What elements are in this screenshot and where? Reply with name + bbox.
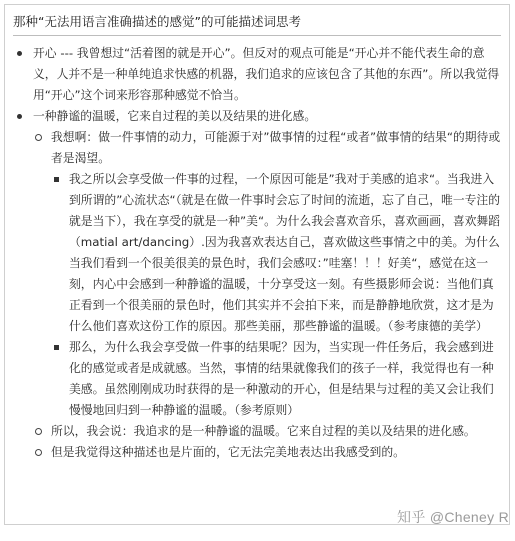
list-item-happiness [15,43,503,106]
sub-item-text: 但是我觉得这种描述也是片面的，它无法完美地表达出我感受到的。 [51,445,405,459]
sub-item-text: 所以，我会说：我追求的是一种静谧的温暖。它来自过程的美以及结果的进化感。 [51,424,476,438]
sub-item-limitation [33,442,503,463]
list-item-quiet-warmth [15,106,503,463]
second-level-list [33,127,503,463]
sub-sub-item-result [51,337,503,421]
document-frame [4,4,510,525]
list-item-text: 一种静谧的温暖，它来自过程的美以及结果的进化感。 [33,109,317,123]
document-body [15,43,503,463]
title-divider [13,35,501,36]
sub-sub-item-process-beauty [51,169,503,337]
sub-sub-item-text: 那么，为什么我会享受做一件事的结果呢？因为，当实现一件任务后，我会感到进化的感觉或者是成就感。当然，事情的结果就像我们的孩子一样，我觉得也有一种美感。虽然刚刚成功时获得的是一种激动的开心，但是结果与过程的美又会让我们慢慢地回归到一种静谧的温暖。（参考原则） [69,340,494,417]
sub-item-text: 我想啊：做一件事情的动力，可能源于对”做事情的过程“或者”做事情的结果“的期待或者是渴望。 [51,130,501,165]
third-level-list [51,169,503,421]
sub-item-motivation [33,127,503,421]
list-item-text: 开心 --- 我曾想过“活着图的就是开心”。但反对的观点可能是“开心并不能代表生命的意义，人并不是一种单纯追求快感的机器，我们追求的应该包含了其他的东西”。所以我觉得用“开心”这个词来形容那种感觉不恰当。 [33,46,500,102]
top-level-list [15,43,503,463]
document-title: 那种“无法用语言准确描述的感觉”的可能描述词思考 [13,14,301,29]
sub-sub-item-text: 我之所以会享受做一件事的过程，一个原因可能是”我对于美感的追求“。当我进入到所谓的”心流状态“（就是在做一件事时会忘了时间的流逝，忘了自己，唯一专注的就是当下），我在享受的就是一种”美“。为什么我会喜欢音乐，喜欢画画，喜欢舞蹈（matial art/dancing）.因为我喜欢表达自己，喜欢做这些事情之中的美。为什么当我们看到一个很美很美的景色时，我们会感叹：”哇塞！！！好美“，感觉在这一刻，内心中会感到一种静谧的温暖，十分享受这一刻。有些摄影师会说：当他们真正看到一个很美丽的景色时，他们其实并不会拍下来，而是静静地欣赏，这才是为什么他们喜欢这份工作的原因。那些美丽，那些静谧的温暖。（参考康德的美学） [69,172,501,333]
zhihu-watermark: 知乎 @Cheney R [397,509,509,525]
sub-item-conclusion [33,421,503,442]
